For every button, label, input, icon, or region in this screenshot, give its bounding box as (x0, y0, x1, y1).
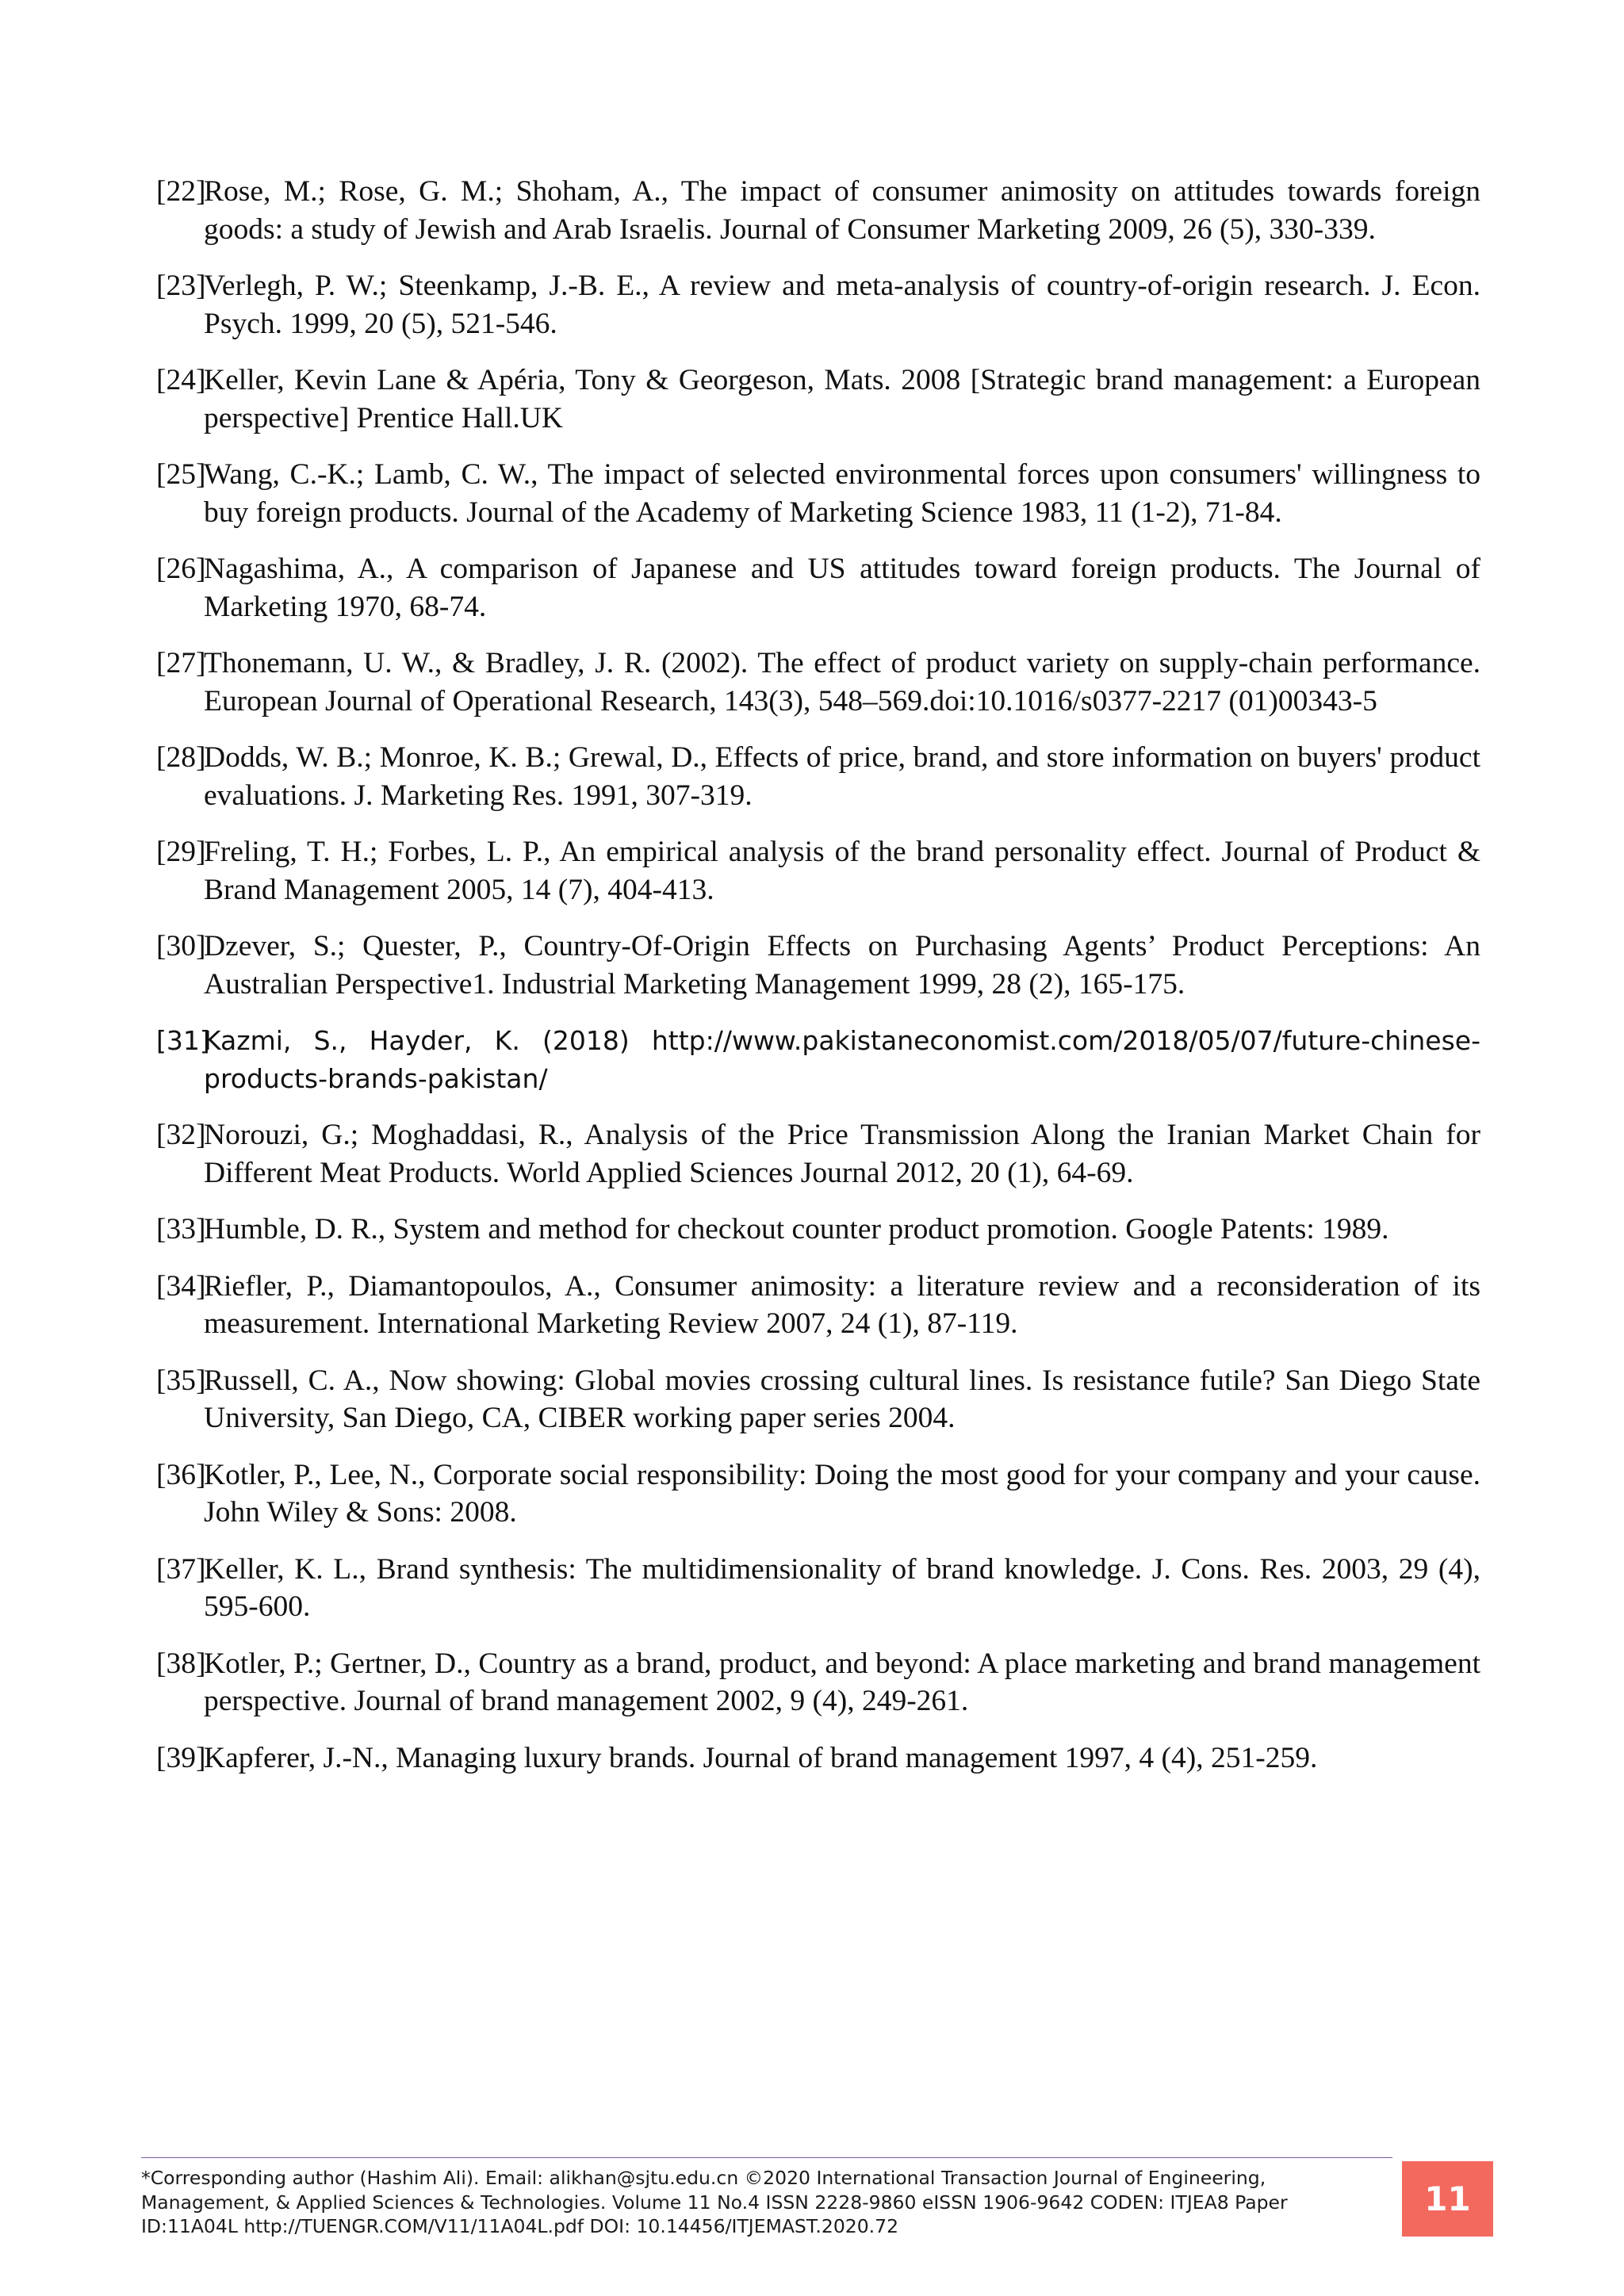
reference-item (156, 1268, 1480, 1343)
reference-text: Dzever, S.; Quester, P., Country-Of-Origin Effects on Purchasing Agents’ Product Perceptions: An Australian Perspective1. Industrial Marketing Management 1999, 28 (2), 165-175. (204, 930, 1480, 1001)
reference-text: Kotler, P., Lee, N., Corporate social responsibility: Doing the most good for your company and your cause. John Wiley & Sons: 2008. (204, 1458, 1480, 1529)
reference-text: Verlegh, P. W.; Steenkamp, J.-B. E., A review and meta-analysis of country-of-origin research. J. Econ. Psych. 1999, 20 (5), 521-546. (204, 270, 1480, 340)
reference-number: [32] (156, 1119, 206, 1151)
footer-line: *Corresponding author (Hashim Ali). Email: alikhan@sjtu.edu.cn ©2020 International Transaction Journal of Engineering, (141, 2167, 1266, 2189)
page-number: 11 (1424, 2179, 1471, 2218)
reference-item (156, 1362, 1480, 1437)
reference-text: Norouzi, G.; Moghaddasi, R., Analysis of the Price Transmission Along the Iranian Market Chain for Different Meat Products. World Applied Sciences Journal 2012, 20 (1), 64-69. (204, 1119, 1480, 1189)
reference-number: [36] (156, 1458, 206, 1491)
reference-item (156, 645, 1480, 720)
page-number-badge (1402, 2161, 1493, 2237)
reference-text: Kapferer, J.-N., Managing luxury brands. Journal of brand management 1997, 4 (4), 251-259. (204, 1741, 1318, 1774)
reference-item (156, 173, 1480, 248)
reference-number: [29] (156, 836, 206, 868)
reference-item (156, 1211, 1480, 1249)
reference-text: Freling, T. H.; Forbes, L. P., An empirical analysis of the brand personality effect. Journal of Product & Brand Management 2005, 14 (7), 404-413. (204, 836, 1480, 906)
reference-number: [27] (156, 647, 206, 679)
reference-text: Nagashima, A., A comparison of Japanese and US attitudes toward foreign products. The Journal of Marketing 1970, 68-74. (204, 553, 1480, 623)
reference-number: [31] (156, 1025, 210, 1056)
reference-text: Keller, K. L., Brand synthesis: The multidimensionality of brand knowledge. J. Cons. Res. 2003, 29 (4), 595-600. (204, 1552, 1480, 1623)
reference-item (156, 1022, 1480, 1097)
footer-line: ID:11A04L http://TUENGR.COM/V11/11A04L.pdf DOI: 10.14456/ITJEMAST.2020.72 (141, 2215, 899, 2237)
reference-number: [22] (156, 175, 206, 208)
reference-item (156, 1116, 1480, 1192)
reference-text: Keller, Kevin Lane & Apéria, Tony & Georgeson, Mats. 2008 [Strategic brand management: a European perspective] Prentice Hall.UK (204, 364, 1480, 434)
reference-number: [24] (156, 364, 206, 396)
reference-item (156, 362, 1480, 437)
reference-number: [33] (156, 1213, 206, 1246)
reference-item (156, 928, 1480, 1003)
reference-item (156, 1645, 1480, 1720)
reference-number: [38] (156, 1647, 206, 1680)
reference-number: [30] (156, 930, 206, 962)
reference-number: [34] (156, 1269, 206, 1303)
reference-text[interactable]: Kazmi, S., Hayder, K. (2018) http://www.pakistaneconomist.com/2018/05/07/future-chinese-products-brands-pakistan/ (204, 1025, 1480, 1094)
reference-item (156, 1551, 1480, 1626)
reference-text: Dodds, W. B.; Monroe, K. B.; Grewal, D., Effects of price, brand, and store information on buyers' product evaluations. J. Marketing Res. 1991, 307-319. (204, 741, 1480, 812)
reference-text: Rose, M.; Rose, G. M.; Shoham, A., The impact of consumer animosity on attitudes towards foreign goods: a study of Jewish and Arab Israelis. Journal of Consumer Marketing 2009, 26 (5), 330-339. (204, 175, 1480, 246)
reference-item (156, 1739, 1480, 1777)
reference-text: Humble, D. R., System and method for checkout counter product promotion. Google Patents: 1989. (204, 1213, 1389, 1246)
reference-text: Thonemann, U. W., & Bradley, J. R. (2002). The effect of product variety on supply-chain performance. European Journal of Operational Research, 143(3), 548–569.doi:10.1016/s0377-2217 (01)00343-5 (204, 647, 1480, 718)
reference-item (156, 456, 1480, 531)
footer-line: Management, & Applied Sciences & Technologies. Volume 11 No.4 ISSN 2228-9860 eISSN 1906-9642 CODEN: ITJEA8 Paper (141, 2191, 1288, 2214)
reference-number: [23] (156, 270, 206, 302)
reference-text: Russell, C. A., Now showing: Global movies crossing cultural lines. Is resistance futile? San Diego State University, San Diego, CA, CIBER working paper series 2004. (204, 1364, 1480, 1434)
reference-number: [26] (156, 553, 206, 585)
reference-item (156, 1456, 1480, 1532)
reference-number: [37] (156, 1552, 206, 1586)
reference-number: [39] (156, 1741, 206, 1774)
reference-text: Wang, C.-K.; Lamb, C. W., The impact of selected environmental forces upon consumers' willingness to buy foreign products. Journal of the Academy of Marketing Science 1983, 11 (1-2), 71-84. (204, 458, 1480, 529)
reference-text: Riefler, P., Diamantopoulos, A., Consumer animosity: a literature review and a reconsideration of its measurement. International Marketing Review 2007, 24 (1), 87-119. (204, 1269, 1480, 1340)
reference-text: Kotler, P.; Gertner, D., Country as a brand, product, and beyond: A place marketing and brand management perspective. Journal of brand management 2002, 9 (4), 249-261. (204, 1647, 1480, 1717)
reference-list (156, 173, 1480, 1796)
reference-item (156, 550, 1480, 626)
page-footer (141, 2157, 1392, 2239)
reference-item (156, 739, 1480, 814)
reference-number: [35] (156, 1364, 206, 1397)
reference-item (156, 833, 1480, 909)
reference-item (156, 267, 1480, 342)
reference-number: [28] (156, 741, 206, 774)
reference-number: [25] (156, 458, 206, 491)
